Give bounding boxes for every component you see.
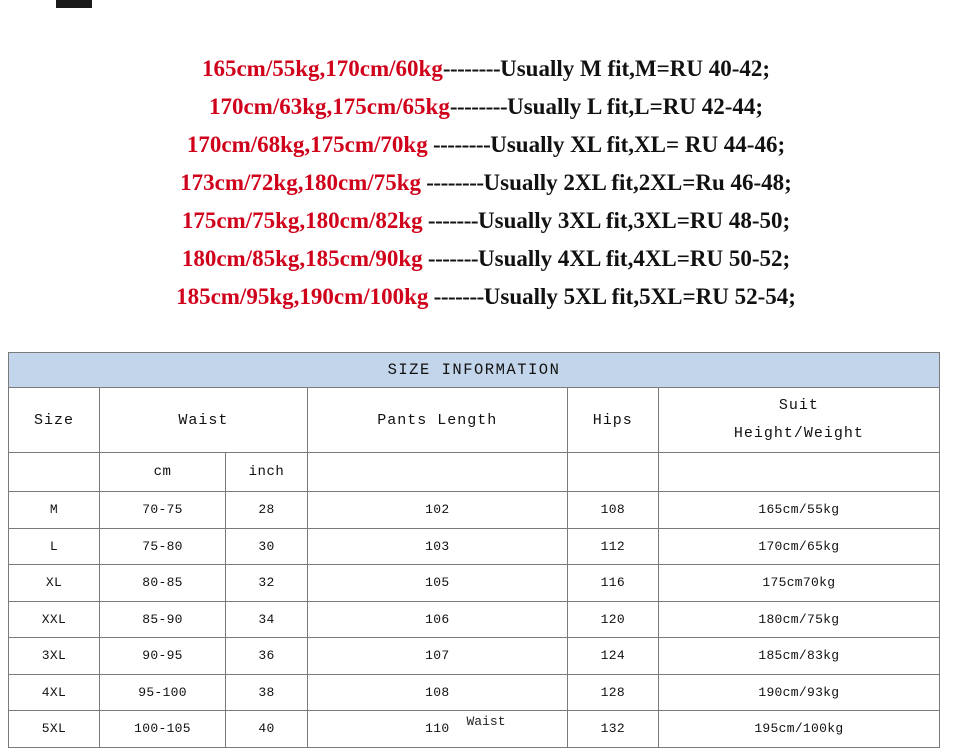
cell-size: L (9, 528, 100, 565)
cell-waist-cm: 85-90 (99, 601, 225, 638)
fit-guide-row (0, 88, 972, 126)
cell-suit: 190cm/93kg (658, 674, 939, 711)
fit-guide-measurements: 173cm/72kg,180cm/75kg (180, 170, 421, 195)
table-row (9, 565, 940, 602)
table-title: SIZE INFORMATION (9, 353, 940, 388)
cell-waist-inch: 30 (226, 528, 308, 565)
fit-guide-measurements: 170cm/63kg,175cm/65kg (208, 94, 450, 119)
cell-hips: 120 (567, 601, 658, 638)
cell-suit: 175cm70kg (658, 565, 939, 602)
cell-hips: 124 (567, 638, 658, 675)
cell-waist-cm: 90-95 (99, 638, 225, 675)
cell-waist-cm: 95-100 (99, 674, 225, 711)
fit-guide-size: Usually L fit,L=RU 42-44; (507, 94, 764, 119)
fit-guide-dashes: ------- (428, 284, 484, 309)
fit-guide-row (0, 240, 972, 278)
fit-guide-row (0, 50, 972, 88)
fit-guide-size: Usually 3XL fit,3XL=RU 48-50; (478, 208, 791, 233)
fit-guide-row (0, 164, 972, 202)
header-pants-length: Pants Length (307, 388, 567, 453)
fit-guide-size: Usually 2XL fit,2XL=Ru 46-48; (483, 170, 792, 195)
subheader-pants-length-blank (307, 453, 567, 492)
table-row (9, 601, 940, 638)
fit-guide-dashes: ------- (422, 246, 479, 271)
cell-suit: 170cm/65kg (658, 528, 939, 565)
fit-guide-size: Usually 4XL fit,4XL=RU 50-52; (478, 246, 791, 271)
cell-waist-inch: 32 (226, 565, 308, 602)
table-header-row (9, 388, 940, 453)
cell-size: 5XL (9, 711, 100, 748)
cell-waist-inch: 38 (226, 674, 308, 711)
fit-guide-measurements: 180cm/85kg,185cm/90kg (181, 246, 423, 271)
table-title-row (9, 353, 940, 388)
cell-hips: 132 (567, 711, 658, 748)
fit-guide-list (0, 50, 972, 316)
cell-pants-length: 105 (307, 565, 567, 602)
footer-note: Waist (466, 714, 506, 729)
subheader-suit-blank (658, 453, 939, 492)
header-suit-line2: Height/Weight (733, 425, 864, 442)
fit-guide-dashes: -------- (449, 94, 508, 119)
fit-guide-size: Usually M fit,M=RU 40-42; (500, 56, 771, 81)
cell-waist-inch: 28 (226, 492, 308, 529)
fit-guide-size: Usually 5XL fit,5XL=RU 52-54; (483, 284, 796, 309)
fit-guide-row (0, 126, 972, 164)
table-row (9, 492, 940, 529)
cell-suit: 195cm/100kg (658, 711, 939, 748)
cell-waist-inch: 34 (226, 601, 308, 638)
subheader-inch: inch (226, 453, 308, 492)
cell-size: XXL (9, 601, 100, 638)
fit-guide-measurements: 165cm/55kg,170cm/60kg (201, 56, 443, 81)
cell-hips: 112 (567, 528, 658, 565)
table-row (9, 638, 940, 675)
cell-pants-length: 106 (307, 601, 567, 638)
header-hips: Hips (567, 388, 658, 453)
cell-waist-inch: 40 (226, 711, 308, 748)
cell-suit: 180cm/75kg (658, 601, 939, 638)
fit-guide-row (0, 202, 972, 240)
subheader-cm: cm (99, 453, 225, 492)
cell-waist-cm: 100-105 (99, 711, 225, 748)
header-size: Size (9, 388, 100, 453)
fit-guide-dashes: ------- (422, 208, 479, 233)
top-edge-bar (0, 0, 972, 8)
cell-suit: 165cm/55kg (658, 492, 939, 529)
table-row (9, 674, 940, 711)
fit-guide-measurements: 170cm/68kg,175cm/70kg (186, 132, 428, 157)
size-information-table (8, 352, 940, 748)
cell-size: M (9, 492, 100, 529)
subheader-size-blank (9, 453, 100, 492)
fit-guide-measurements: 175cm/75kg,180cm/82kg (181, 208, 423, 233)
cell-hips: 108 (567, 492, 658, 529)
table-subheader-row (9, 453, 940, 492)
cell-size: XL (9, 565, 100, 602)
top-edge-black-segment (56, 0, 92, 8)
fit-guide-dashes: -------- (427, 132, 491, 157)
header-suit-line1: Suit (778, 397, 819, 414)
header-suit (658, 388, 939, 453)
cell-pants-length: 108 (307, 674, 567, 711)
table-row (9, 528, 940, 565)
cell-pants-length: 103 (307, 528, 567, 565)
cell-hips: 116 (567, 565, 658, 602)
fit-guide-row (0, 278, 972, 316)
fit-guide-dashes: -------- (421, 170, 484, 195)
cell-suit: 185cm/83kg (658, 638, 939, 675)
fit-guide-size: Usually XL fit,XL= RU 44-46; (490, 132, 786, 157)
cell-pants-length: 107 (307, 638, 567, 675)
cell-waist-cm: 75-80 (99, 528, 225, 565)
cell-hips: 128 (567, 674, 658, 711)
cell-waist-cm: 80-85 (99, 565, 225, 602)
fit-guide-dashes: -------- (442, 56, 501, 81)
cell-size: 3XL (9, 638, 100, 675)
subheader-hips-blank (567, 453, 658, 492)
cell-waist-inch: 36 (226, 638, 308, 675)
fit-guide-measurements: 185cm/95kg,190cm/100kg (176, 284, 429, 309)
cell-pants-length: 102 (307, 492, 567, 529)
cell-pants-length: 110 (307, 711, 567, 748)
header-waist: Waist (99, 388, 307, 453)
cell-waist-cm: 70-75 (99, 492, 225, 529)
cell-size: 4XL (9, 674, 100, 711)
